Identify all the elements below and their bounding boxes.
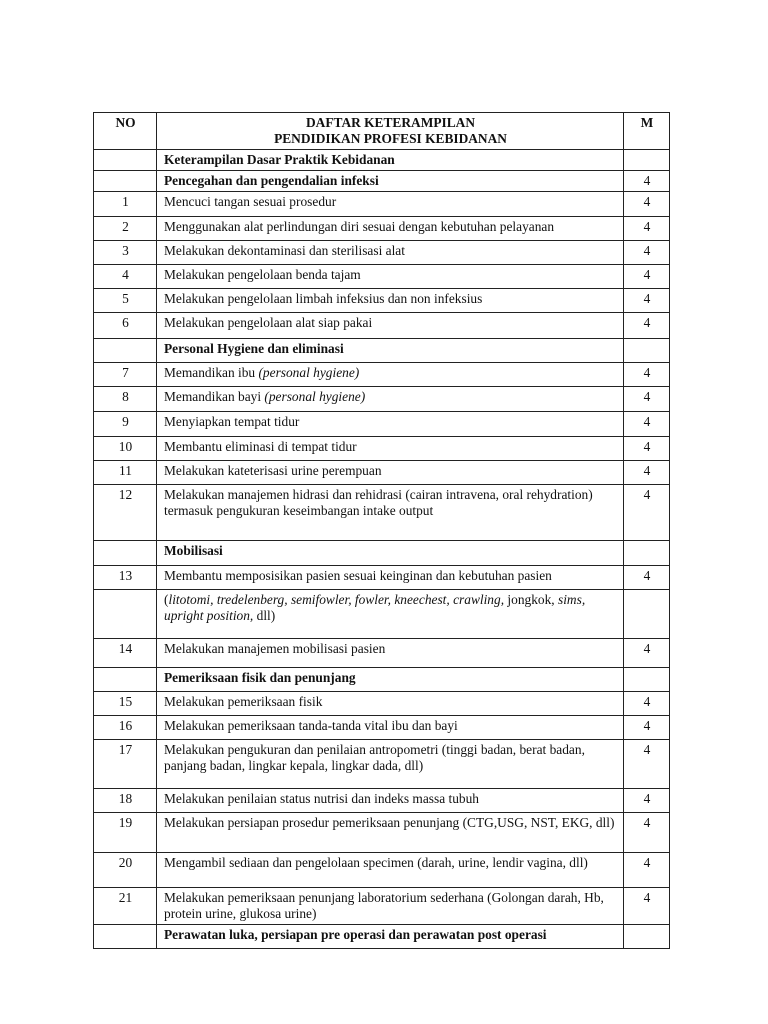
skill-description	[157, 387, 624, 412]
row-number	[94, 541, 157, 566]
row-number	[94, 590, 157, 639]
skill-text: Mengambil sediaan dan pengelolaan specimen (darah, urine, lendir vagina, dll)	[164, 855, 588, 870]
skill-description	[157, 716, 624, 740]
row-number: 13	[94, 566, 157, 590]
mastery-level: 4	[624, 289, 670, 313]
skill-description	[157, 888, 624, 925]
table-row	[94, 692, 670, 716]
table-row	[94, 241, 670, 265]
row-number: 17	[94, 740, 157, 789]
mastery-level: 4	[624, 217, 670, 241]
skill-description	[157, 740, 624, 789]
mastery-level: 4	[624, 461, 670, 485]
row-number: 1	[94, 192, 157, 217]
skill-description	[157, 241, 624, 265]
skill-text: Melakukan manajemen mobilisasi pasien	[164, 641, 386, 656]
row-number: 8	[94, 387, 157, 412]
skills-table	[93, 112, 670, 949]
skill-text: Perawatan luka, persiapan pre operasi dan perawatan post operasi	[164, 927, 547, 942]
table-row	[94, 387, 670, 412]
skill-description	[157, 813, 624, 853]
row-number: 16	[94, 716, 157, 740]
mastery-level: 4	[624, 387, 670, 412]
mastery-level	[624, 150, 670, 171]
skill-text: Melakukan pengelolaan benda tajam	[164, 267, 361, 282]
skill-description	[157, 461, 624, 485]
skill-text-italic: (personal hygiene)	[264, 389, 366, 404]
position-list	[157, 590, 624, 639]
section-row	[94, 541, 670, 566]
row-number: 19	[94, 813, 157, 853]
row-number: 2	[94, 217, 157, 241]
mastery-level: 4	[624, 265, 670, 289]
row-number: 12	[94, 485, 157, 541]
mastery-level: 4	[624, 789, 670, 813]
skill-text: Menggunakan alat perlindungan diri sesuai dengan kebutuhan pelayanan	[164, 219, 555, 234]
skill-description	[157, 566, 624, 590]
row-number: 15	[94, 692, 157, 716]
positions-italic-2: sims, upright position,	[164, 592, 586, 623]
skill-text: Keterampilan Dasar Praktik Kebidanan	[164, 152, 395, 167]
mastery-level: 4	[624, 639, 670, 668]
skill-description	[157, 412, 624, 437]
mastery-level: 4	[624, 566, 670, 590]
table-row	[94, 740, 670, 789]
section-row	[94, 171, 670, 192]
mastery-level	[624, 925, 670, 949]
section-title	[157, 150, 624, 171]
row-number: 7	[94, 363, 157, 387]
skill-description	[157, 639, 624, 668]
row-number: 21	[94, 888, 157, 925]
skill-text-italic: (personal hygiene)	[258, 365, 360, 380]
skill-text: Membantu memposisikan pasien sesuai keinginan dan kebutuhan pasien	[164, 568, 552, 583]
skill-description	[157, 265, 624, 289]
skill-text: Mobilisasi	[164, 543, 223, 558]
section-title	[157, 339, 624, 363]
table-row	[94, 485, 670, 541]
row-number: 18	[94, 789, 157, 813]
row-number	[94, 150, 157, 171]
row-number: 6	[94, 313, 157, 339]
table-row	[94, 639, 670, 668]
section-row	[94, 668, 670, 692]
table-row	[94, 566, 670, 590]
skill-text: Mencuci tangan sesuai prosedur	[164, 194, 337, 209]
section-row	[94, 150, 670, 171]
header-m: M	[624, 113, 670, 150]
table-row	[94, 289, 670, 313]
skill-text: Melakukan persiapan prosedur pemeriksaan penunjang (CTG,USG, NST, EKG, dll)	[164, 815, 615, 830]
table-row	[94, 217, 670, 241]
skill-description	[157, 437, 624, 461]
skill-description	[157, 485, 624, 541]
table-row	[94, 437, 670, 461]
positions-mid: jongkok,	[504, 592, 558, 607]
table-row	[94, 461, 670, 485]
header-title	[157, 113, 624, 150]
mastery-level	[624, 668, 670, 692]
mastery-level: 4	[624, 437, 670, 461]
mastery-level: 4	[624, 192, 670, 217]
table-row	[94, 888, 670, 925]
row-number	[94, 171, 157, 192]
skill-text: Melakukan pengelolaan alat siap pakai	[164, 315, 373, 330]
table-row	[94, 412, 670, 437]
header-no: NO	[94, 113, 157, 150]
row-number: 4	[94, 265, 157, 289]
skill-description	[157, 192, 624, 217]
skill-description	[157, 313, 624, 339]
table-row	[94, 813, 670, 853]
skill-description	[157, 853, 624, 888]
table-row	[94, 590, 670, 639]
mastery-level	[624, 541, 670, 566]
mastery-level: 4	[624, 412, 670, 437]
section-title	[157, 541, 624, 566]
mastery-level: 4	[624, 313, 670, 339]
row-number: 5	[94, 289, 157, 313]
row-number	[94, 668, 157, 692]
row-number: 11	[94, 461, 157, 485]
mastery-level: 4	[624, 888, 670, 925]
row-number: 9	[94, 412, 157, 437]
skill-text: Pemeriksaan fisik dan penunjang	[164, 670, 356, 685]
section-title	[157, 668, 624, 692]
section-title	[157, 925, 624, 949]
positions-italic: litotomi, tredelenberg, semifowler, fowler, kneechest, crawling,	[168, 592, 505, 607]
row-number: 20	[94, 853, 157, 888]
skill-description	[157, 289, 624, 313]
skill-description	[157, 217, 624, 241]
row-number	[94, 339, 157, 363]
skill-description	[157, 692, 624, 716]
row-number: 10	[94, 437, 157, 461]
skill-text: Melakukan kateterisasi urine perempuan	[164, 463, 382, 478]
skill-text: Menyiapkan tempat tidur	[164, 414, 300, 429]
mastery-level: 4	[624, 692, 670, 716]
skill-text: Membantu eliminasi di tempat tidur	[164, 439, 357, 454]
mastery-level: 4	[624, 813, 670, 853]
skill-text: Melakukan dekontaminasi dan sterilisasi alat	[164, 243, 405, 258]
skill-description	[157, 789, 624, 813]
skill-text: Melakukan pemeriksaan tanda-tanda vital ibu dan bayi	[164, 718, 458, 733]
skill-text: Memandikan ibu	[164, 365, 259, 380]
skill-text: Melakukan pemeriksaan penunjang laboratorium sederhana (Golongan darah, Hb, protein urine, glukosa urine)	[164, 890, 604, 921]
mastery-level	[624, 590, 670, 639]
skill-description	[157, 363, 624, 387]
mastery-level: 4	[624, 171, 670, 192]
mastery-level: 4	[624, 485, 670, 541]
table-row	[94, 363, 670, 387]
skill-text: Personal Hygiene dan eliminasi	[164, 341, 344, 356]
row-number	[94, 925, 157, 949]
skill-text: Melakukan pengukuran dan penilaian antropometri (tinggi badan, berat badan, panjang badan, lingkar kepala, lingkar dada, dll)	[164, 742, 585, 773]
mastery-level: 4	[624, 241, 670, 265]
table-row	[94, 716, 670, 740]
table-row	[94, 853, 670, 888]
table-row	[94, 313, 670, 339]
skill-text: Melakukan pengelolaan limbah infeksius dan non infeksius	[164, 291, 483, 306]
header-title-line2: PENDIDIKAN PROFESI KEBIDANAN	[274, 131, 507, 146]
mastery-level: 4	[624, 716, 670, 740]
table-row	[94, 265, 670, 289]
positions-close: dll)	[253, 608, 276, 623]
skill-text: Melakukan penilaian status nutrisi dan indeks massa tubuh	[164, 791, 479, 806]
mastery-level	[624, 339, 670, 363]
section-row	[94, 339, 670, 363]
mastery-level: 4	[624, 740, 670, 789]
skill-text: Memandikan bayi	[164, 389, 265, 404]
table-row	[94, 192, 670, 217]
mastery-level: 4	[624, 363, 670, 387]
section-title	[157, 171, 624, 192]
skill-text: Melakukan manajemen hidrasi dan rehidrasi (cairan intravena, oral rehydration) termasuk pengukuran keseimbangan intake output	[164, 487, 593, 518]
row-number: 3	[94, 241, 157, 265]
header-title-line1: DAFTAR KETERAMPILAN	[306, 115, 475, 130]
table-header-row	[94, 113, 670, 150]
row-number: 14	[94, 639, 157, 668]
section-row	[94, 925, 670, 949]
mastery-level: 4	[624, 853, 670, 888]
skill-text: Pencegahan dan pengendalian infeksi	[164, 173, 379, 188]
positions-open: (	[164, 592, 169, 607]
skill-text: Melakukan pemeriksaan fisik	[164, 694, 323, 709]
table-row	[94, 789, 670, 813]
